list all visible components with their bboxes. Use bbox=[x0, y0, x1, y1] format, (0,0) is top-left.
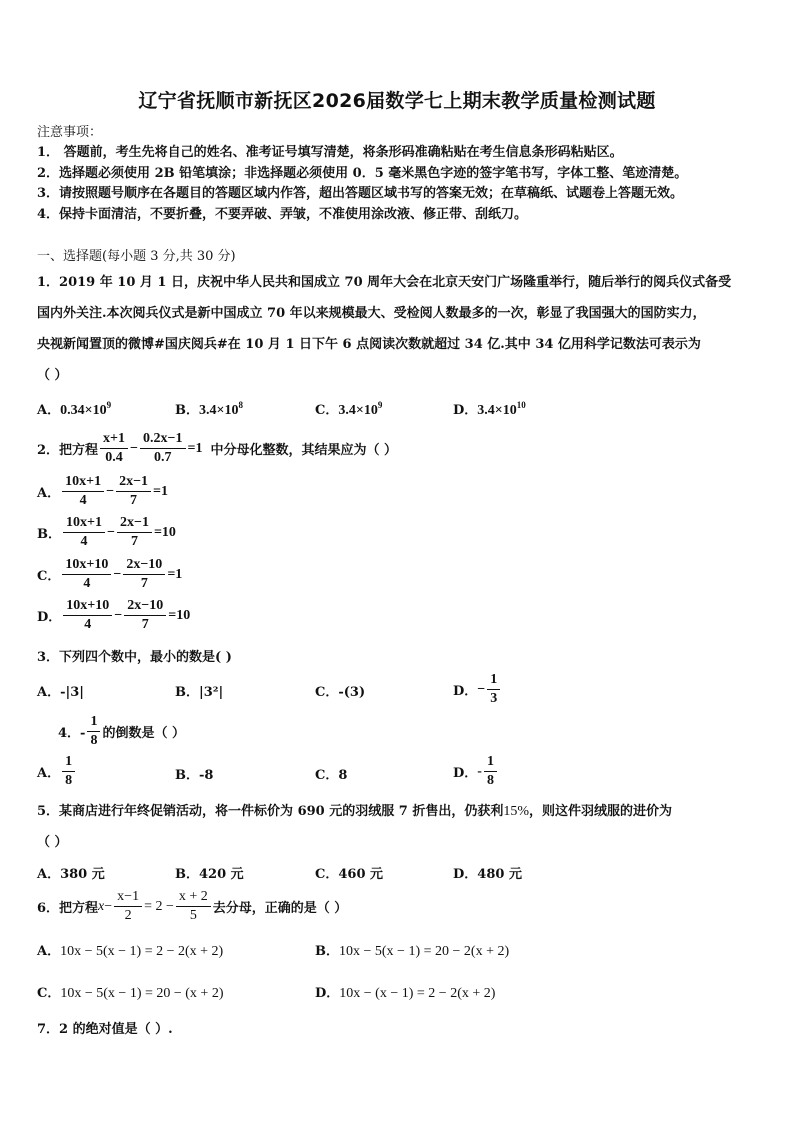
notice-item-3: 3．请按照题号顺序在各题目的答题区域内作答，超出答题区域书写的答案无效；在草稿纸、试题卷上答题无效。 bbox=[37, 186, 684, 201]
q4-a-fraction: $\frac{1}{8}$ bbox=[62, 753, 75, 790]
q1-line-1: 1．2019 年 10 月 1 日，庆祝中华人民共和国成立 70 周年大会在北京天安门广场隆重举行，随后举行的阅兵仪式备受 bbox=[37, 275, 732, 290]
q1-line-2: 国内外关注.本次阅兵仪式是新中国成立 70 年以来规模最大、受检阅人数最多的一次，彰显了我国强大的国防实力， bbox=[37, 306, 706, 321]
q2-option-c: C． $\frac{10x+10}{4}$ − $\frac{2x-10}{7}$ =1 bbox=[37, 557, 183, 591]
q6-stem: 6．把方程 x − $\frac{x-1}{2}$ = 2 − $\frac{x + 2}{5}$ 去分母，正确的是（ ） bbox=[37, 889, 348, 923]
notice-item-4: 4．保持卡面清洁，不要折叠，不要弄破、弄皱，不准使用涂改液、修正带、刮纸刀。 bbox=[37, 207, 528, 222]
q6-option-b: B．10x − 5(x − 1) = 20 − 2(x + 2) bbox=[315, 944, 510, 959]
q2-prefix: 2．把方程 bbox=[37, 443, 99, 458]
q4-option-c: C．8 bbox=[315, 768, 348, 783]
q1-option-c: C．$3.4\times 10^9$ bbox=[315, 400, 383, 418]
q2-b-frac-1: $\frac{10x+1}{4}$ bbox=[63, 514, 105, 551]
q5-option-b: B．420 元 bbox=[175, 867, 244, 882]
q2-option-d: D． $\frac{10x+10}{4}$ − $\frac{2x-10}{7}$ =10 bbox=[37, 598, 191, 632]
q6-option-c: C．10x − 5(x − 1) = 20 − (x + 2) bbox=[37, 986, 224, 1001]
q3-option-c: C．-(3) bbox=[315, 685, 366, 700]
notice-item-1: 1． 答题前，考生先将自己的姓名、准考证号填写清楚，将条形码准确粘贴在考生信息条形码粘贴区。 bbox=[37, 145, 623, 160]
q7-stem: 7．2 的绝对值是（ ）. bbox=[37, 1022, 173, 1037]
q1-line-3: 央视新闻置顶的微博#国庆阅兵#在 10 月 1 日下午 6 点阅读次数就超过 34 亿.其中 34 亿用科学记数法可表示为 bbox=[37, 337, 701, 352]
q1-paren: （ ） bbox=[37, 368, 68, 383]
notice-heading: 注意事项： bbox=[37, 125, 103, 140]
q6-option-d: D．10x − (x − 1) = 2 − 2(x + 2) bbox=[315, 986, 496, 1001]
q2-fraction-2: $\frac{0.2x-1}{0.7}$ bbox=[140, 430, 185, 467]
q4-fraction: $\frac{1}{8}$ bbox=[87, 713, 100, 750]
notice-item-2: 2．选择题必须使用 2B 铅笔填涂；非选择题必须使用 0．5 毫米黑色字迹的签字笔书写，字体工整、笔迹清楚。 bbox=[37, 166, 688, 181]
q2-fraction-1: $\frac{x+1}{0.4}$ bbox=[100, 430, 128, 467]
q2-stem: 2．把方程 $\frac{x+1}{0.4}$ − $\frac{0.2x-1}{0.7}$ =1 中分母化整数，其结果应为（ ） bbox=[37, 431, 398, 465]
q4-stem: 4．- $\frac{1}{8}$ 的倒数是（ ） bbox=[58, 714, 185, 748]
q2-option-a: A． $\frac{10x+1}{4}$ − $\frac{2x-1}{7}$ =1 bbox=[37, 474, 169, 508]
q2-d-frac-2: $\frac{2x-10}{7}$ bbox=[124, 597, 166, 634]
q4-option-d: D． - $\frac{1}{8}$ bbox=[453, 753, 499, 790]
q6-option-a: A．10x − 5(x − 1) = 2 − 2(x + 2) bbox=[37, 944, 224, 959]
q5-option-d: D．480 元 bbox=[453, 867, 522, 882]
q4-option-b: B．-8 bbox=[175, 768, 214, 783]
q1-option-a: A．$0.34\times 10^9$ bbox=[37, 400, 112, 418]
q6-fraction-2: $\frac{x + 2}{5}$ bbox=[176, 888, 211, 925]
q4-option-a: A． $\frac{1}{8}$ bbox=[37, 753, 77, 790]
q2-option-b: B． $\frac{10x+1}{4}$ − $\frac{2x-1}{7}$ =10 bbox=[37, 515, 176, 549]
q3-stem: 3．下列四个数中，最小的数是( ) bbox=[37, 650, 232, 665]
q5-stem: 5．某商店进行年终促销活动，将一件标价为 690 元的羽绒服 7 折售出，仍获利15%，则这件羽绒服的进价为 bbox=[37, 804, 673, 819]
q2-a-frac-2: $\frac{2x-1}{7}$ bbox=[116, 473, 151, 510]
q1-option-d: D．$3.4\times 10^{10}$ bbox=[453, 400, 526, 418]
q5-paren: （ ） bbox=[37, 835, 68, 850]
q2-c-frac-2: $\frac{2x-10}{7}$ bbox=[123, 556, 165, 593]
q1-option-b: B．$3.4\times 10^8$ bbox=[175, 400, 243, 418]
q2-b-frac-2: $\frac{2x-1}{7}$ bbox=[117, 514, 152, 551]
q3-option-b: B．|3²| bbox=[175, 685, 224, 700]
q5-option-c: C．460 元 bbox=[315, 867, 384, 882]
q3-d-fraction: $\frac{1}{3}$ bbox=[487, 671, 500, 708]
q4-d-fraction: $\frac{1}{8}$ bbox=[484, 753, 497, 790]
page-title: 辽宁省抚顺市新抚区2026届数学七上期末教学质量检测试题 bbox=[138, 90, 656, 112]
q3-option-d: D． − $\frac{1}{3}$ bbox=[453, 671, 502, 708]
q5-option-a: A．380 元 bbox=[37, 867, 105, 882]
section-heading: 一、选择题(每小题 3 分,共 30 分) bbox=[37, 249, 236, 264]
q2-a-frac-1: $\frac{10x+1}{4}$ bbox=[62, 473, 104, 510]
q2-c-frac-1: $\frac{10x+10}{4}$ bbox=[62, 556, 111, 593]
q2-d-frac-1: $\frac{10x+10}{4}$ bbox=[63, 597, 112, 634]
q6-fraction-1: $\frac{x-1}{2}$ bbox=[114, 888, 142, 925]
q3-option-a: A．-|3| bbox=[37, 685, 84, 700]
